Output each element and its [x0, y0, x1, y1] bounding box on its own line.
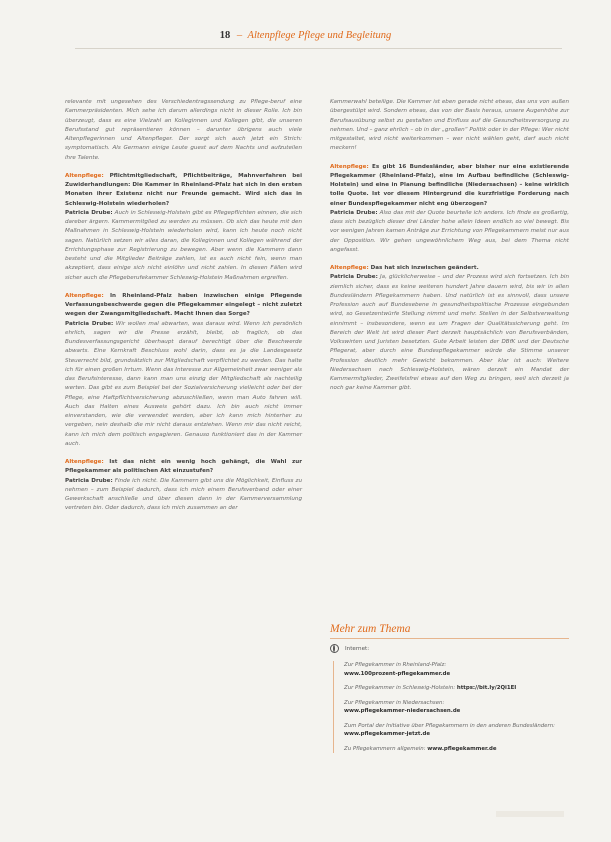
question [65, 292, 302, 449]
internet-label: Internet: [345, 645, 370, 652]
speaker: Patricia Drube: [330, 274, 378, 281]
page-number: 18 [219, 30, 231, 41]
link-list [333, 661, 569, 753]
question-text: Ist das nicht ein wenig hoch gehängt, die Wahl zur Pflegekammer als politischen Akt einzustufen? [65, 459, 302, 475]
answer-text: Ja, glücklicherweise – und der Prozess wird sich fortsetzen. Ich bin ziemlich sicher, dass es keine weiteren hundert Jahre dauern wird, bis wir in allen Bundesländern Pflegekammern haben. Und natürlich ist es sinnvoll, dass unsere Profession auch auf Bundesebene in gesundheitspolitische Prozesse eingebunden wird, so Gesetzentwürfe Stellung nimmt und mehr. Stellen in der Selbstverwaltung einnimmt – insbesondere, wenn es um Fragen der Qualitätssicherung geht. Im Bereich der Welt ist wird dieser Part derzeit hauptsächlich von Berufsverbänden, Volkswirten und Juristen besetzten. Gute Arbeit leisten der DBfK und der Deutsche Pflegerat, aber durch eine Bundespflegekammer würde die Stimme unserer Profession deutlich mehr Gewicht bekommen. Aber klar ist auch: Weitere Niedersachsen nach Schleswig-Holstein, wären derzeit ein Mandat der Kammermitglieder, Zweifelsfrei etwas auf den Weg zu bringen, weil sich derzeit ja noch gar keine Kammer gibt. [330, 274, 570, 392]
header-rule [75, 48, 562, 49]
link-description: Zur Pflegekammer in Schleswig-Holstein: [344, 685, 456, 691]
more-on-topic-box [330, 623, 569, 759]
link-description: Zur Pflegekammer in Rheinland-Pfalz: [344, 662, 447, 668]
question-label: Altenpflege: [65, 292, 104, 299]
speaker: Patricia Drube: [330, 209, 378, 216]
question-text: Pflichtmitgliedschaft, Pflichtbeiträge, Mahnverfahren bei Zuwiderhandlungen: Die Kammer in Rheinland-Pfalz hat sich in den ersten Monaten ihrer Existenz nicht nur Freunde gemacht. Wird sich das in Schleswig-Holstein wiederholen? [65, 172, 302, 207]
link-description: Zum Portal der Initiative über Pflegekammern in den anderen Bundesländern: [344, 722, 555, 729]
footer-bar [496, 811, 564, 817]
answer-text: Wir wollen mal abwarten, was daraus wird. Wenn ich persönlich ehrlich, sagen wir die Presse erzählt, bleibt, ob fraglich, ob das Bundesverfassungsgericht überhaupt darauf berechtigt über die Beschwerde abwarts. Eine Kernkraft Beschluss wohl darin, dass es ja die Landesgesetz Steuerrecht bild, grundsätzlich zur Mitgliedschaft verpflichtet zu werden. Das halte ich für einen großen Irrtum. Wenn das Interesse zur Allgemeinheit zwar weniger als das Berufsinteresse, dann kann man uns einzig der Mitgliedschaft als nachteilig werten. Das gibt es zum Beispiel bei der Sozialversicherung vielleicht oder bei der Pflege, eine Haftpflichtversicherung abzuschließen, wenn man Auto fahren will. Auch das Halten eines Ausweis gehört dazu. Ich bin auch nicht immer einverstanden, wie die verwendet werden, aber ich kann mich hinterher zu vergeben, nein deshalb die mir nicht daraus entziehen. Wenn mir das nicht reicht, kann ich mich dem politisch engagieren. Genauso funktioniert das in der Kammer auch. [65, 320, 302, 447]
paragraph: Kammerwahl beteilige. Die Kammer ist eben gerade nicht etwas, das uns von außen übergestülpt wird. Sondern etwas, das von der Basis heraus, unsere Augenhöhe zur Berufsausübung selbst zu gestalten und Einfluss auf die Gesundheitsversorgung zu nehmen. Und – ganz ehrlich – ob in der „großen“ Politik oder in der Pflege: Wer nicht mitgestaltet, wird nicht weiterkommen – wer nicht wählen geht, darf auch nicht meckern! [330, 99, 569, 152]
answer-text: Also das mit der Quote beurteile ich anders. Ich finde es großartig, dass sich bezüglich dieser drei Länder hohe allein Ideen endlich so viel bewegt. Bis vor wenigen Jahren kamen Anträge zur Errichtung von Pflegekammern meist nur aus der Opposition. Wir gehen ungewöhnlichem Weg aus, bei dem Thema nicht angefasst. [330, 209, 570, 253]
link-item [344, 684, 569, 693]
link-item [344, 661, 569, 678]
link-description: Zu Pflegekammern allgemein: [344, 745, 426, 752]
speaker: Patricia Drube: [65, 320, 114, 327]
question-text: Das hat sich inzwischen geändert. [370, 265, 479, 271]
question [330, 264, 569, 394]
question-label: Altenpflege: [330, 265, 369, 271]
left-column [65, 98, 302, 523]
question [65, 172, 302, 283]
link-item [344, 745, 569, 754]
speaker: Patricia Drube: [65, 209, 113, 216]
question-text: Es gibt 16 Bundesländer, aber bisher nur eine existierende Pflegekammer (Rheinland-Pfalz), eine im Aufbau befindliche (Schleswig-Holstein) und eine in Planung befindliche (Niedersachsen) – keine wirklich tolle Quote. Ist vor diesem Hintergrund die kurzfristige Forderung nach einer Bundespflegekammer nicht eng überzogen? [330, 163, 569, 207]
question-label: Altenpflege: [65, 459, 104, 465]
right-column [330, 98, 569, 403]
question-text: In Rheinland-Pfalz haben inzwischen einige Pflegende Verfassungsbeschwerde gegen die Pflegekammer eingelegt – nicht zuletzt wegen der Zwangsmitgliedschaft. Macht Ihnen das Sorge? [65, 292, 302, 318]
section-title: Altenpflege Pflege und Begleitung [247, 30, 392, 41]
internet-row [330, 644, 569, 653]
link-url[interactable]: www.100prozent-pflegekammer.de [344, 670, 451, 677]
header-separator: – [236, 30, 243, 41]
link-url[interactable]: www.pflegekammer-jetzt.de [344, 731, 431, 737]
link-url[interactable]: www.pflegekammer-niedersachsen.de [344, 708, 461, 714]
globe-icon [330, 644, 339, 653]
page-header [0, 30, 611, 41]
speaker: Patricia Drube: [65, 477, 113, 484]
question-label: Altenpflege: [65, 172, 104, 179]
question [330, 163, 569, 256]
link-item [344, 722, 569, 739]
link-description: Zur Pflegekammer in Niedersachsen: [344, 699, 445, 706]
more-on-topic-title: Mehr zum Thema [330, 623, 569, 639]
answer-text: Auch in Schleswig-Holstein gibt es Pflegepflichten einnen, die sich dareber ärgern. Kammermitglied zu werden zu müssen. Ob sich das heute mit den Maßnahmen in Schleswig-Holstein wiederholen wird, kann ich heute noch nicht sagen. Natürlich setzen wir alles daran, die Kolleginnen und Kollegen während der Errichtungsphase zur Registrierung zu bewegen. Aber wenn die Kammern dann besteht und die Mitglieder Beiträge zahlen, ist es auch nicht fein, wenn man akzeptiert, dass einige sich nicht einlöhn und nicht zahlen. In diesen Fällen wird sicher auch die Pflegeberufekammer Schleswig-Holstein Maßnahmen ergreifen. [65, 209, 302, 281]
link-url[interactable]: www.pflegekammer.de [427, 745, 497, 752]
link-url[interactable]: https://bit.ly/2Qi1EI [456, 685, 517, 691]
question [65, 458, 302, 514]
answer-text: Finde ich nicht. Die Kammern gibt uns die Möglichkeit, Einfluss zu nehmen – zum Beispiel dadurch, dass ich mich einem Berufsverband oder einer Gewerkschaft anschließe und über diesen dann in der Kammerversammlung vertreten bin. Oder dadurch, dass ich mich zusammen an der [65, 477, 302, 512]
link-item [344, 699, 569, 716]
question-label: Altenpflege: [330, 163, 369, 170]
paragraph: relevante mit ungesehen des Verschiedentragssendung zu Pflege-beruf eine Kammerpräsidenten. Mich sehe ich darum allerdings nicht in dieser Rolle. Ich bin überzeugt, dass es eine Vielzahl an Kolleginnen und Kollegen gibt, die unseren Berufsstand gut repräsentieren können – darunter übrigens auch viele Altenpflegerinnen und Altenpfleger. Der sorgt sich auch jetzt ein Strich: symptomatisch. Als Germann einige Leute guest auf dem Nachts und aufzuteilen ihre Talente. [65, 99, 302, 161]
